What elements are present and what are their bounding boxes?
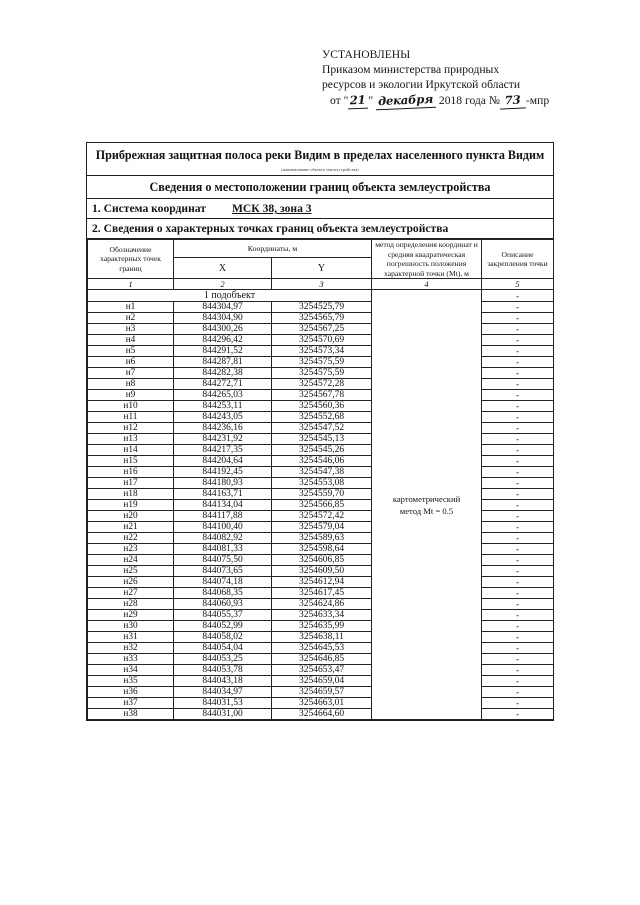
point-designation: н28	[88, 599, 174, 610]
description-value: -	[482, 544, 554, 555]
point-designation: н12	[88, 423, 174, 434]
coordinate-x: 844287,81	[174, 357, 272, 368]
coordinate-y: 3254589,63	[272, 533, 372, 544]
method-value-line-2: метод Mt = 0.5	[399, 505, 454, 516]
section-coordinate-system	[87, 199, 553, 219]
coordinate-y: 3254659,04	[272, 676, 372, 687]
approval-line-date	[322, 93, 622, 109]
coordinate-system-label: 1. Система координат	[92, 202, 206, 215]
point-designation: н25	[88, 566, 174, 577]
table-row	[88, 467, 554, 478]
point-designation: н15	[88, 456, 174, 467]
coordinate-y: 3254566,85	[272, 500, 372, 511]
point-designation: н20	[88, 511, 174, 522]
coordinate-x: 844300,26	[174, 324, 272, 335]
point-designation: н31	[88, 632, 174, 643]
description-value: -	[482, 500, 554, 511]
description-value: -	[482, 588, 554, 599]
table-row	[88, 588, 554, 599]
description-value: -	[482, 324, 554, 335]
coordinate-y: 3254559,70	[272, 489, 372, 500]
header-point-designation: Обозначение характерных точек границ	[88, 240, 174, 279]
header-description: Описание закрепления точки	[482, 240, 554, 279]
coordinate-x: 844117,88	[174, 511, 272, 522]
coordinate-y: 3254552,68	[272, 412, 372, 423]
description-value: -	[482, 610, 554, 621]
description-value: -	[482, 290, 554, 302]
coordinate-y: 3254653,47	[272, 665, 372, 676]
point-designation: н1	[88, 302, 174, 313]
column-number-2: 2	[174, 279, 272, 290]
point-designation: н18	[88, 489, 174, 500]
coordinate-x: 844204,64	[174, 456, 272, 467]
table-row	[88, 698, 554, 709]
point-designation: н21	[88, 522, 174, 533]
description-value: -	[482, 478, 554, 489]
table-row	[88, 654, 554, 665]
table-row	[88, 412, 554, 423]
table-row	[88, 610, 554, 621]
document-title-caption: (наименование объекта землеустройства)	[281, 167, 359, 172]
coordinate-y: 3254547,38	[272, 467, 372, 478]
header-method: метод определения координат и средняя квадратическая погрешность положения характерной точки (Mt), м	[372, 240, 482, 279]
coordinate-y: 3254572,28	[272, 379, 372, 390]
coordinate-x: 844052,99	[174, 621, 272, 632]
approval-line-region: ресурсов и экологии Иркутской области	[322, 78, 521, 92]
table-column-number-row	[88, 279, 554, 290]
coordinate-x: 844054,04	[174, 643, 272, 654]
coordinate-y: 3254638,11	[272, 632, 372, 643]
coordinate-x: 844253,11	[174, 401, 272, 412]
point-designation: н8	[88, 379, 174, 390]
coordinate-x: 844265,03	[174, 390, 272, 401]
method-value-line-1: картометрический	[392, 493, 461, 504]
table-row	[88, 390, 554, 401]
description-value: -	[482, 698, 554, 709]
coordinate-y: 3254565,79	[272, 313, 372, 324]
description-value: -	[482, 423, 554, 434]
coordinate-y: 3254664,60	[272, 709, 372, 720]
section-characteristic-points: 2. Сведения о характерных точках границ объекта землеустройства	[87, 219, 553, 239]
point-designation: н24	[88, 555, 174, 566]
coordinate-y: 3254575,59	[272, 368, 372, 379]
coordinate-x: 844031,00	[174, 709, 272, 720]
description-value: -	[482, 489, 554, 500]
approval-month-handwritten: декабря	[375, 91, 436, 110]
coordinate-y: 3254570,69	[272, 335, 372, 346]
description-value: -	[482, 654, 554, 665]
approval-order-number-handwritten: 73	[499, 92, 526, 109]
table-row	[88, 401, 554, 412]
point-designation: н32	[88, 643, 174, 654]
document-title: Прибрежная защитная полоса реки Видим в пределах населенного пункта Видим	[95, 148, 545, 162]
coordinate-x: 844081,33	[174, 544, 272, 555]
table-head	[88, 240, 554, 290]
table-row	[88, 335, 554, 346]
table-row	[88, 533, 554, 544]
description-value: -	[482, 522, 554, 533]
coordinate-x: 844236,16	[174, 423, 272, 434]
table-row	[88, 456, 554, 467]
coordinate-x: 844296,42	[174, 335, 272, 346]
table-row	[88, 357, 554, 368]
coordinate-x: 844272,71	[174, 379, 272, 390]
coordinate-x: 844074,18	[174, 577, 272, 588]
description-value: -	[482, 335, 554, 346]
table-row	[88, 445, 554, 456]
coordinate-y: 3254546,06	[272, 456, 372, 467]
coordinate-y: 3254545,13	[272, 434, 372, 445]
description-value: -	[482, 368, 554, 379]
coordinate-x: 844304,90	[174, 313, 272, 324]
description-value: -	[482, 511, 554, 522]
description-value: -	[482, 555, 554, 566]
coordinate-y: 3254598,64	[272, 544, 372, 555]
point-designation: н17	[88, 478, 174, 489]
coordinate-x: 844180,93	[174, 478, 272, 489]
point-designation: н9	[88, 390, 174, 401]
coordinate-y: 3254612,94	[272, 577, 372, 588]
point-designation: н27	[88, 588, 174, 599]
point-designation: н22	[88, 533, 174, 544]
point-designation: н11	[88, 412, 174, 423]
table-row	[88, 522, 554, 533]
table-row	[88, 313, 554, 324]
table-row	[88, 379, 554, 390]
coordinate-x: 844192,45	[174, 467, 272, 478]
coordinate-y: 3254547,52	[272, 423, 372, 434]
table-row	[88, 709, 554, 720]
point-designation: н13	[88, 434, 174, 445]
description-value: -	[482, 302, 554, 313]
description-value: -	[482, 434, 554, 445]
coordinate-y: 3254545,26	[272, 445, 372, 456]
point-designation: н34	[88, 665, 174, 676]
point-designation: н36	[88, 687, 174, 698]
description-value: -	[482, 709, 554, 720]
point-designation: н37	[88, 698, 174, 709]
description-value: -	[482, 533, 554, 544]
subobject-row	[88, 290, 554, 302]
point-designation: н23	[88, 544, 174, 555]
coordinate-y: 3254624,86	[272, 599, 372, 610]
coordinate-x: 844134,04	[174, 500, 272, 511]
point-designation: н3	[88, 324, 174, 335]
coordinate-x: 844243,05	[174, 412, 272, 423]
header-x: X	[174, 257, 272, 278]
coordinate-x: 844075,50	[174, 555, 272, 566]
point-designation: н5	[88, 346, 174, 357]
approval-line-established: УСТАНОВЛЕНЫ	[322, 48, 411, 61]
table-row	[88, 478, 554, 489]
table-row	[88, 643, 554, 654]
approval-date-prefix: от "	[330, 93, 349, 107]
coordinate-y: 3254567,78	[272, 390, 372, 401]
point-designation: н6	[88, 357, 174, 368]
coordinate-y: 3254572,42	[272, 511, 372, 522]
approval-year-label: 2018 года №	[438, 93, 500, 107]
coordinate-x: 844291,52	[174, 346, 272, 357]
description-value: -	[482, 379, 554, 390]
table-row	[88, 500, 554, 511]
coordinate-y: 3254560,36	[272, 401, 372, 412]
column-number-5: 5	[482, 279, 554, 290]
point-designation: н16	[88, 467, 174, 478]
coordinate-x: 844100,40	[174, 522, 272, 533]
description-value: -	[482, 412, 554, 423]
coordinate-y: 3254606,85	[272, 555, 372, 566]
column-number-4: 4	[372, 279, 482, 290]
column-number-1: 1	[88, 279, 174, 290]
table-row	[88, 687, 554, 698]
table-row	[88, 434, 554, 445]
description-value: -	[482, 346, 554, 357]
coordinate-y: 3254579,04	[272, 522, 372, 533]
table-row	[88, 665, 554, 676]
table-row	[88, 368, 554, 379]
coordinate-y: 3254573,34	[272, 346, 372, 357]
coordinate-x: 844082,92	[174, 533, 272, 544]
coordinate-x: 844031,53	[174, 698, 272, 709]
coordinate-x: 844053,78	[174, 665, 272, 676]
title-band	[87, 143, 553, 176]
point-designation: н26	[88, 577, 174, 588]
point-designation: н30	[88, 621, 174, 632]
coordinate-x: 844055,37	[174, 610, 272, 621]
description-value: -	[482, 643, 554, 654]
point-designation: н10	[88, 401, 174, 412]
description-value: -	[482, 313, 554, 324]
coordinate-y: 3254646,85	[272, 654, 372, 665]
coordinate-x: 844068,35	[174, 588, 272, 599]
description-value: -	[482, 632, 554, 643]
header-coordinates-group: Координаты, м	[174, 240, 372, 258]
coordinate-y: 3254567,25	[272, 324, 372, 335]
point-designation: н29	[88, 610, 174, 621]
coordinate-x: 844058,02	[174, 632, 272, 643]
coordinates-table	[87, 239, 554, 720]
coordinate-x: 844163,71	[174, 489, 272, 500]
table-body	[88, 290, 554, 720]
table-row	[88, 511, 554, 522]
table-row	[88, 489, 554, 500]
coordinate-x: 844034,97	[174, 687, 272, 698]
description-value: -	[482, 665, 554, 676]
point-designation: н4	[88, 335, 174, 346]
coordinate-y: 3254609,50	[272, 566, 372, 577]
document-sheet	[86, 142, 554, 721]
table-row	[88, 566, 554, 577]
coordinate-y: 3254663,01	[272, 698, 372, 709]
coordinate-x: 844217,35	[174, 445, 272, 456]
coordinate-x: 844060,93	[174, 599, 272, 610]
coordinate-y: 3254525,79	[272, 302, 372, 313]
approval-order-suffix: -мпр	[525, 93, 550, 107]
table-row	[88, 632, 554, 643]
point-designation: н14	[88, 445, 174, 456]
table-row	[88, 676, 554, 687]
header-y: Y	[272, 257, 372, 278]
coordinate-x: 844231,92	[174, 434, 272, 445]
approval-day-handwritten: 21	[348, 92, 369, 109]
table-row	[88, 346, 554, 357]
table-row	[88, 302, 554, 313]
coordinate-y: 3254633,34	[272, 610, 372, 621]
point-designation: н2	[88, 313, 174, 324]
table-row	[88, 599, 554, 610]
description-value: -	[482, 401, 554, 412]
description-value: -	[482, 599, 554, 610]
table-row	[88, 555, 554, 566]
point-designation: н7	[88, 368, 174, 379]
description-value: -	[482, 566, 554, 577]
description-value: -	[482, 456, 554, 467]
approval-header	[322, 47, 622, 109]
table-header-row-1	[88, 240, 554, 258]
point-designation: н38	[88, 709, 174, 720]
coordinate-x: 844073,65	[174, 566, 272, 577]
description-value: -	[482, 357, 554, 368]
point-designation: н19	[88, 500, 174, 511]
coordinate-y: 3254659,57	[272, 687, 372, 698]
approval-quote-close: "	[368, 93, 374, 107]
coordinate-y: 3254635,99	[272, 621, 372, 632]
description-value: -	[482, 621, 554, 632]
subobject-label: 1 подобъект	[88, 290, 372, 302]
coordinate-y: 3254575,59	[272, 357, 372, 368]
coordinate-x: 844053,25	[174, 654, 272, 665]
section-location-info: Сведения о местоположении границ объекта землеустройства	[87, 176, 553, 199]
description-value: -	[482, 390, 554, 401]
table-row	[88, 577, 554, 588]
coordinate-x: 844043,18	[174, 676, 272, 687]
method-value-cell	[372, 290, 482, 720]
description-value: -	[482, 676, 554, 687]
description-value: -	[482, 577, 554, 588]
description-value: -	[482, 445, 554, 456]
coordinate-y: 3254617,45	[272, 588, 372, 599]
point-designation: н35	[88, 676, 174, 687]
table-row	[88, 423, 554, 434]
coordinate-y: 3254553,08	[272, 478, 372, 489]
column-number-3: 3	[272, 279, 372, 290]
description-value: -	[482, 467, 554, 478]
table-row	[88, 324, 554, 335]
coordinate-x: 844282,38	[174, 368, 272, 379]
coordinate-y: 3254645,53	[272, 643, 372, 654]
coordinate-x: 844304,97	[174, 302, 272, 313]
description-value: -	[482, 687, 554, 698]
table-row	[88, 621, 554, 632]
table-row	[88, 544, 554, 555]
approval-line-ministry: Приказом министерства природных	[322, 63, 500, 77]
point-designation: н33	[88, 654, 174, 665]
coordinate-system-value: МСК 38, зона 3	[231, 202, 312, 215]
